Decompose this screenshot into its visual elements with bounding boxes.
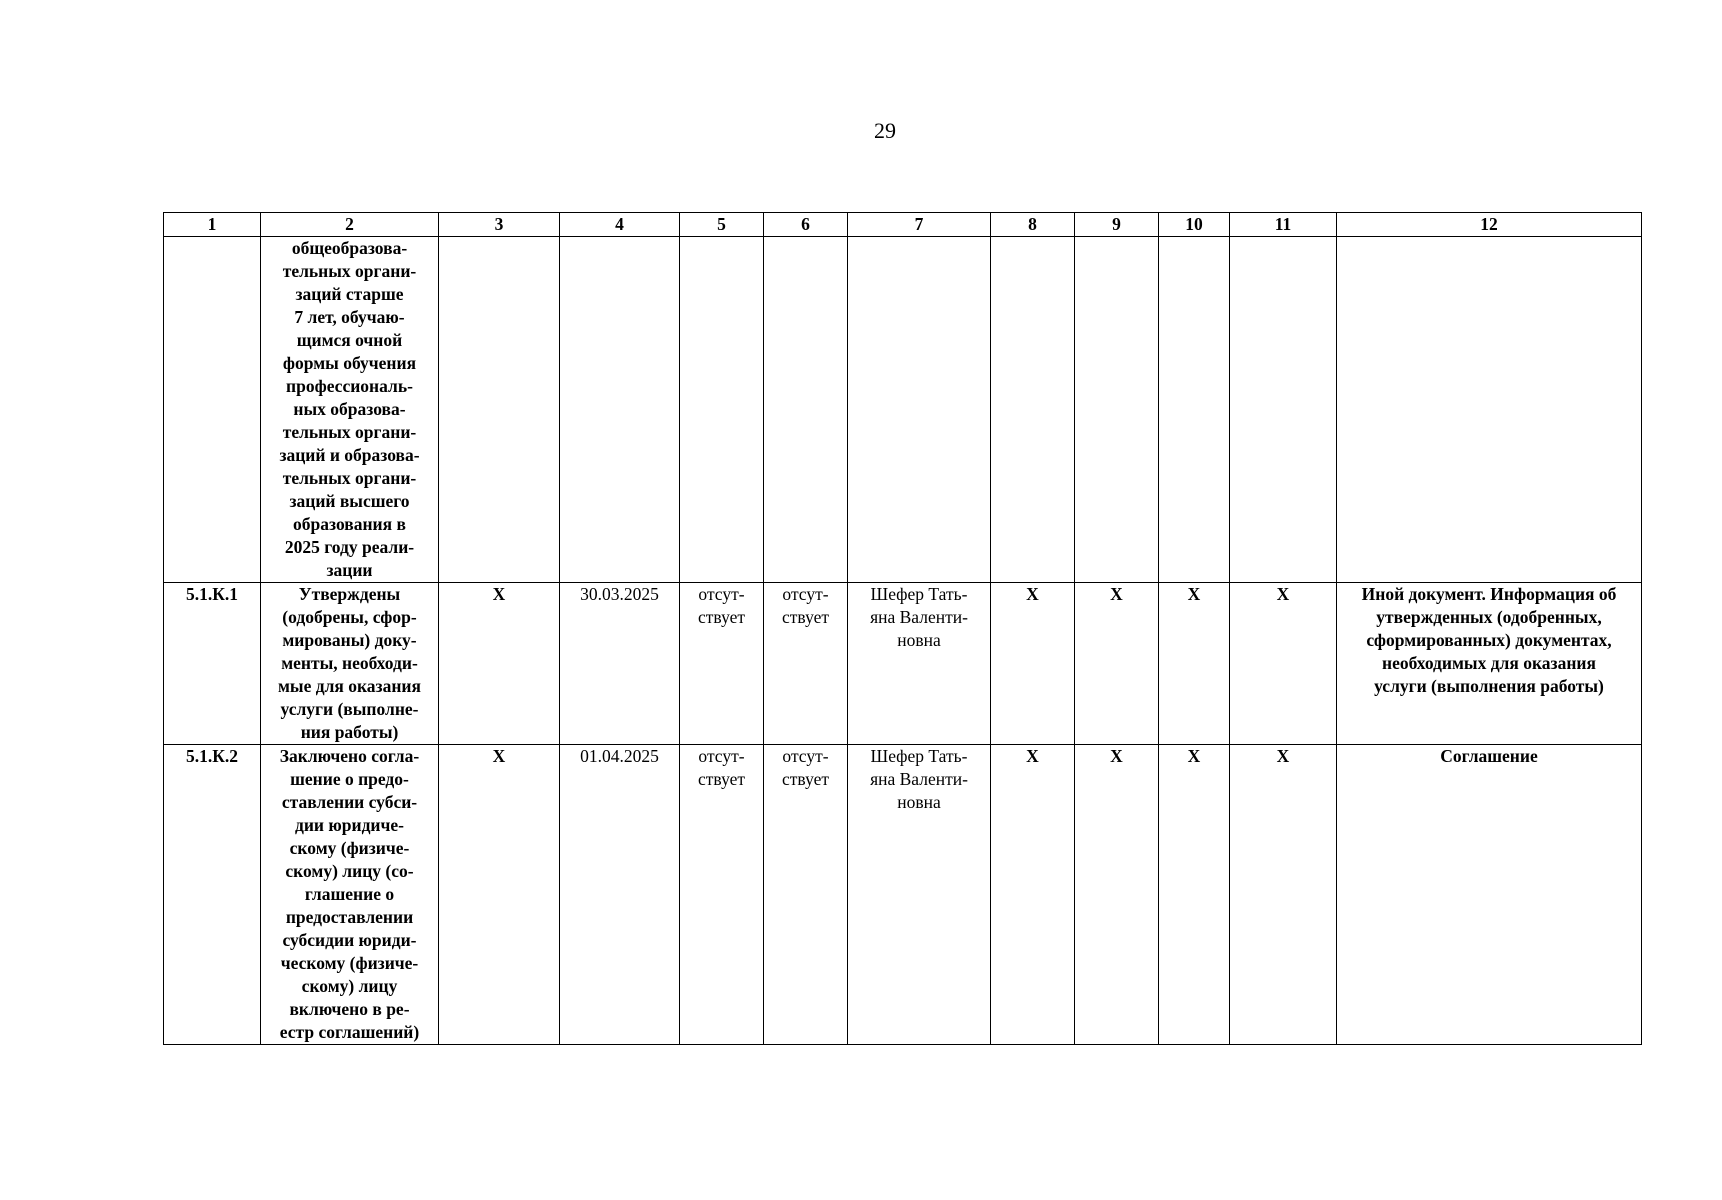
cell-text-line: ствует bbox=[697, 769, 745, 789]
table-cell-col-4 bbox=[560, 583, 680, 745]
table-cell-col-7 bbox=[848, 745, 991, 1045]
page-number: 29 bbox=[874, 118, 896, 143]
column-header-6: 6 bbox=[764, 213, 848, 237]
column-header-11: 11 bbox=[1230, 213, 1337, 237]
cell-text-line: мые для оказания bbox=[278, 676, 421, 696]
cell-text-line: необходимых для оказания bbox=[1382, 653, 1596, 673]
cell-text: X bbox=[492, 746, 506, 766]
table-cell-col-6 bbox=[764, 745, 848, 1045]
document-table bbox=[163, 212, 1642, 1045]
table-cell-col-1 bbox=[164, 237, 261, 583]
cell-text: X bbox=[1026, 584, 1039, 604]
cell-text-line: ствует bbox=[697, 607, 745, 627]
cell-text-line: ствует bbox=[781, 607, 829, 627]
cell-text-line: заций и образова- bbox=[279, 445, 420, 465]
cell-text-line: Шефер Тать- bbox=[870, 746, 968, 766]
cell-text-line: скому) лицу (со- bbox=[285, 861, 414, 881]
column-header-4: 4 bbox=[560, 213, 680, 237]
table-cell-col-2 bbox=[261, 237, 439, 583]
table-row bbox=[164, 237, 1642, 583]
cell-text-line: шение о предо- bbox=[290, 769, 409, 789]
cell-text: X bbox=[1110, 584, 1123, 604]
table-cell-col-2 bbox=[261, 745, 439, 1045]
table-cell-col-11 bbox=[1230, 583, 1337, 745]
cell-text-line: отсут- bbox=[782, 584, 829, 604]
table-cell-col-12 bbox=[1337, 237, 1642, 583]
table-cell-col-7 bbox=[848, 237, 991, 583]
cell-text-line: заций старше bbox=[295, 284, 404, 304]
table-cell-col-6 bbox=[764, 237, 848, 583]
table-cell-col-12 bbox=[1337, 745, 1642, 1045]
cell-text: X bbox=[1110, 746, 1123, 766]
table-cell-col-1 bbox=[164, 583, 261, 745]
table-cell-col-11 bbox=[1230, 237, 1337, 583]
cell-text-line: ния работы) bbox=[300, 722, 399, 742]
table-cell-col-8 bbox=[991, 237, 1075, 583]
cell-text-line: менты, необходи- bbox=[281, 653, 418, 673]
table-cell-col-4 bbox=[560, 745, 680, 1045]
cell-text-line: (одобрены, сфор- bbox=[282, 607, 417, 627]
cell-text-line: скому (физиче- bbox=[289, 838, 410, 858]
cell-text: X bbox=[1276, 746, 1290, 766]
cell-text: X bbox=[1276, 584, 1290, 604]
column-header-9: 9 bbox=[1075, 213, 1159, 237]
table-cell-col-7 bbox=[848, 583, 991, 745]
cell-text-line: ческому (физиче- bbox=[280, 953, 419, 973]
cell-text: 5.1.К.2 bbox=[185, 746, 239, 766]
cell-text-line: тельных органи- bbox=[282, 468, 417, 488]
cell-text: X bbox=[492, 584, 506, 604]
cell-text-line: скому) лицу bbox=[301, 976, 398, 996]
column-header-5: 5 bbox=[680, 213, 764, 237]
cell-text-line: 2025 году реали- bbox=[284, 537, 415, 557]
cell-text-line: тельных органи- bbox=[282, 422, 417, 442]
cell-text-line: общеобразова- bbox=[291, 238, 408, 258]
table-cell-col-5 bbox=[680, 583, 764, 745]
column-header-12: 12 bbox=[1337, 213, 1642, 237]
table-cell-col-9 bbox=[1075, 237, 1159, 583]
table-cell-col-3 bbox=[439, 237, 560, 583]
cell-text-line: услуги (выполнения работы) bbox=[1374, 676, 1604, 696]
cell-text: X bbox=[1026, 746, 1039, 766]
cell-text-line: яна Валенти- bbox=[870, 769, 968, 789]
table-cell-col-2 bbox=[261, 583, 439, 745]
cell-text-line: 7 лет, обучаю- bbox=[294, 307, 405, 327]
table-cell-col-12 bbox=[1337, 583, 1642, 745]
table-row bbox=[164, 745, 1642, 1045]
table-cell-col-10 bbox=[1159, 237, 1230, 583]
cell-text-line: ствует bbox=[781, 769, 829, 789]
table-cell-col-8 bbox=[991, 745, 1075, 1045]
table-row bbox=[164, 583, 1642, 745]
column-header-3: 3 bbox=[439, 213, 560, 237]
cell-text-line: утвержденных (одобренных, bbox=[1376, 607, 1602, 627]
cell-text-line: новна bbox=[897, 792, 941, 812]
table-cell-col-3 bbox=[439, 745, 560, 1045]
table-cell-col-5 bbox=[680, 237, 764, 583]
cell-text: 01.04.2025 bbox=[580, 746, 659, 766]
table-cell-col-6 bbox=[764, 583, 848, 745]
cell-text-line: Соглашение bbox=[1440, 746, 1538, 766]
cell-text-line: профессиональ- bbox=[286, 376, 413, 396]
table-cell-col-9 bbox=[1075, 745, 1159, 1045]
cell-text-line: яна Валенти- bbox=[870, 607, 968, 627]
cell-text: 5.1.К.1 bbox=[185, 584, 239, 604]
column-header-7: 7 bbox=[848, 213, 991, 237]
cell-text-line: тельных органи- bbox=[282, 261, 417, 281]
cell-text-line: субсидии юриди- bbox=[282, 930, 417, 950]
cell-text-line: отсут- bbox=[698, 584, 745, 604]
cell-text: X bbox=[1187, 584, 1201, 604]
cell-text-line: щимся очной bbox=[296, 330, 403, 350]
table-cell-col-9 bbox=[1075, 583, 1159, 745]
cell-text-line: Шефер Тать- bbox=[870, 584, 968, 604]
cell-text-line: включено в ре- bbox=[289, 999, 410, 1019]
table-cell-col-4 bbox=[560, 237, 680, 583]
table-cell-col-3 bbox=[439, 583, 560, 745]
cell-text-line: ных образова- bbox=[293, 399, 406, 419]
table-cell-col-10 bbox=[1159, 583, 1230, 745]
cell-text-line: новна bbox=[897, 630, 941, 650]
cell-text-line: зации bbox=[326, 560, 373, 580]
table-cell-col-8 bbox=[991, 583, 1075, 745]
cell-text-line: предоставлении bbox=[285, 907, 414, 927]
cell-text-line: мированы) доку- bbox=[282, 630, 417, 650]
cell-text-line: отсут- bbox=[782, 746, 829, 766]
column-header-8: 8 bbox=[991, 213, 1075, 237]
table-cell-col-5 bbox=[680, 745, 764, 1045]
cell-text-line: услуги (выполне- bbox=[280, 699, 419, 719]
column-header-10: 10 bbox=[1159, 213, 1230, 237]
cell-text-line: Утверждены bbox=[298, 584, 401, 604]
cell-text-line: сформированных) документах, bbox=[1366, 630, 1612, 650]
cell-text-line: Заключено согла- bbox=[279, 746, 420, 766]
table-cell-col-1 bbox=[164, 745, 261, 1045]
column-number-header-row bbox=[164, 213, 1642, 237]
cell-text-line: заций высшего bbox=[289, 491, 410, 511]
cell-text-line: глашение о bbox=[304, 884, 395, 904]
cell-text-line: Иной документ. Информация об bbox=[1361, 584, 1617, 604]
cell-text: X bbox=[1187, 746, 1201, 766]
table-cell-col-10 bbox=[1159, 745, 1230, 1045]
cell-text-line: ставлении субси- bbox=[281, 792, 418, 812]
cell-text-line: образования в bbox=[293, 514, 406, 534]
cell-text-line: естр соглашений) bbox=[279, 1022, 420, 1042]
table-cell-col-11 bbox=[1230, 745, 1337, 1045]
cell-text-line: дии юридиче- bbox=[295, 815, 404, 835]
cell-text-line: отсут- bbox=[698, 746, 745, 766]
column-header-2: 2 bbox=[261, 213, 439, 237]
column-header-1: 1 bbox=[164, 213, 261, 237]
cell-text-line: формы обучения bbox=[282, 353, 417, 373]
cell-text: 30.03.2025 bbox=[580, 584, 659, 604]
